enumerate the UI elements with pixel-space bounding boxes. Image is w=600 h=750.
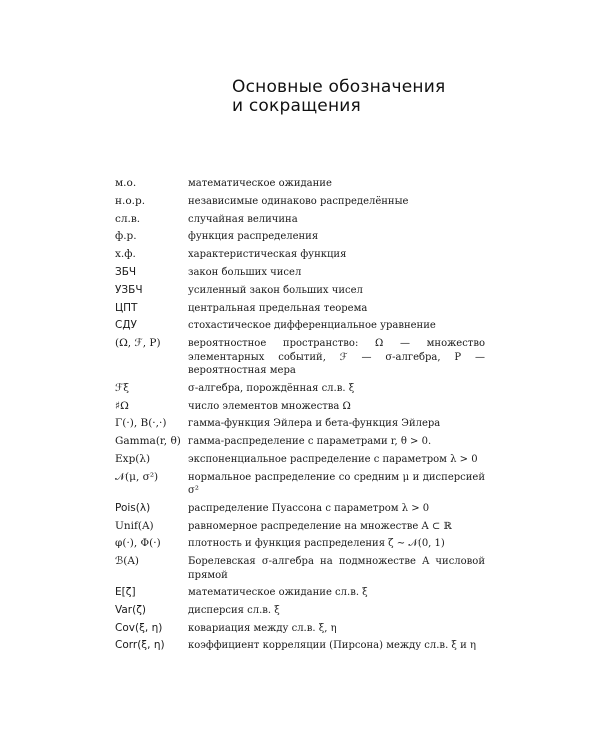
notation-definition: функция распределения [188, 231, 319, 243]
notation-term: Pois(λ) [115, 501, 151, 514]
notation-term: Cov(ξ, η) [115, 621, 163, 634]
notation-entry-covariance [115, 621, 485, 636]
notation-entry-borel [115, 554, 485, 582]
notation-definition: усиленный закон больших чисел [188, 284, 363, 296]
notation-definition: центральная предельная теорема [188, 302, 368, 314]
notation-entry-sdu [115, 318, 485, 333]
notation-term: м.о. [115, 177, 137, 189]
notation-term: х.ф. [115, 248, 136, 261]
notation-definition: вероятностное пространство: Ω — множество элементарных событий, ℱ — σ-алгебра, P — вероятностная мера [188, 338, 485, 377]
notation-definition: характеристическая функция [188, 249, 347, 261]
notation-term: ℱξ [115, 381, 130, 394]
notation-definition: коэффициент корреляции (Пирсона) между сл.в. ξ и η [188, 640, 476, 652]
notation-term: сл.в. [115, 212, 141, 225]
notation-entry-hf [115, 247, 485, 262]
notation-entry-tspt [115, 301, 485, 316]
page-title-line-2: и сокращения [232, 96, 361, 116]
notation-term: ф.р. [115, 230, 137, 243]
notation-definition: экспоненциальное распределение с параметром λ > 0 [188, 453, 478, 465]
notation-definition: случайная величина [188, 213, 298, 225]
notation-term: н.о.р. [115, 194, 146, 207]
notation-entry-pois [115, 501, 485, 516]
notation-entry-sigma-algebra-xi [115, 381, 485, 396]
notation-term: ♯Ω [115, 399, 129, 412]
notation-entry-uzbch [115, 283, 485, 298]
notation-list [115, 176, 485, 656]
notation-entry-zbch [115, 265, 485, 280]
notation-definition: закон больших чисел [188, 266, 302, 278]
notation-entry-variance [115, 603, 485, 618]
notation-term: СДУ [115, 319, 137, 332]
notation-term: E[ζ] [115, 586, 136, 599]
notation-entry-cardinality [115, 399, 485, 414]
notation-entry-exp [115, 452, 485, 467]
notation-entry-correlation [115, 638, 485, 653]
notation-term: (Ω, ℱ, P) [115, 337, 161, 350]
notation-term: Exp(λ) [115, 452, 151, 465]
notation-definition: математическое ожидание сл.в. ξ [188, 587, 368, 599]
notation-entry-probability-space [115, 336, 485, 378]
notation-definition: распределение Пуассона с параметром λ > 0 [188, 502, 430, 514]
notation-entry-fr [115, 229, 485, 244]
notation-entry-phi [115, 536, 485, 551]
notation-term: ЦПТ [115, 301, 138, 314]
page-title-line-1: Основные обозначения [232, 77, 446, 97]
notation-term: 𝒩(μ, σ²) [115, 470, 159, 483]
notation-definition: гамма-функция Эйлера и бета-функция Эйлера [188, 418, 441, 430]
notation-entry-nor [115, 194, 485, 209]
notation-term: Gamma(r, θ) [115, 435, 181, 448]
notation-term: Corr(ξ, η) [115, 639, 165, 652]
notation-term: УЗБЧ [115, 283, 143, 296]
notation-definition: стохастическое дифференциальное уравнение [188, 320, 436, 332]
page-title [232, 78, 445, 116]
notation-definition: ковариация между сл.в. ξ, η [188, 622, 337, 634]
notation-term: ℬ(A) [115, 555, 140, 568]
notation-definition: математическое ожидание [188, 178, 332, 189]
notation-entry-gamma-distribution [115, 434, 485, 449]
notation-definition: число элементов множества Ω [188, 400, 351, 412]
notation-entry-slv [115, 212, 485, 227]
notation-definition: плотность и функция распределения ζ ∼ 𝒩(0, 1) [188, 538, 445, 550]
notation-definition: независимые одинаково распределённые [188, 195, 409, 207]
notation-term: φ(·), Φ(·) [115, 537, 161, 550]
notation-term: Γ(·), B(·,·) [115, 417, 167, 430]
notation-definition: нормальное распределение со средним μ и дисперсией σ² [188, 471, 485, 497]
notation-entry-unif [115, 519, 485, 534]
notation-entry-mo [115, 176, 485, 191]
notation-term: Var(ζ) [115, 603, 147, 616]
notation-entry-normal [115, 470, 485, 498]
notation-entry-expectation [115, 585, 485, 600]
notation-definition: гамма-распределение с параметрами r, θ > 0. [188, 436, 432, 448]
notation-term: Unif(A) [115, 519, 154, 532]
notation-term: ЗБЧ [115, 265, 137, 278]
notation-definition: равномерное распределение на множестве A ⊂ ℝ [188, 520, 452, 532]
notation-definition: σ-алгебра, порождённая сл.в. ξ [188, 382, 355, 394]
notation-definition: Борелевская σ-алгебра на подмножестве A числовой прямой [188, 556, 485, 581]
notation-entry-gamma-beta [115, 416, 485, 431]
notation-definition: дисперсия сл.в. ξ [188, 604, 280, 616]
